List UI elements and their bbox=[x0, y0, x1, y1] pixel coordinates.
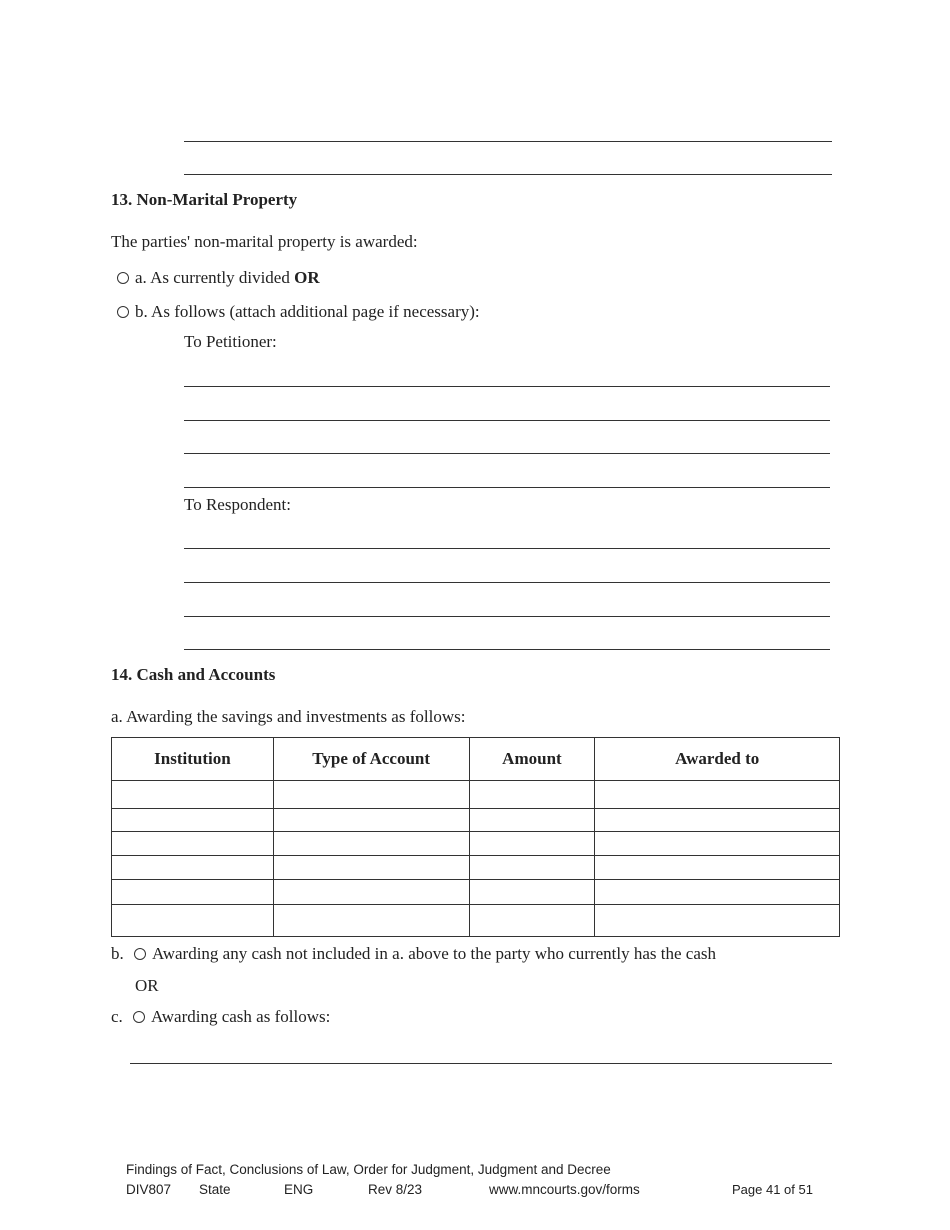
table-cell[interactable] bbox=[273, 809, 469, 832]
option-a-or: OR bbox=[294, 268, 320, 287]
header-type-of-account: Type of Account bbox=[273, 738, 469, 781]
header-institution: Institution bbox=[112, 738, 274, 781]
part-b-label: b. bbox=[111, 944, 124, 963]
to-respondent-label: To Respondent: bbox=[184, 495, 291, 514]
table-cell[interactable] bbox=[595, 781, 840, 809]
footer-language: ENG bbox=[284, 1182, 314, 1197]
table-cell[interactable] bbox=[595, 905, 840, 937]
footer-revision: Rev 8/23 bbox=[368, 1182, 423, 1197]
table-cell[interactable] bbox=[273, 880, 469, 905]
footer-page-number: Page 41 of 51 bbox=[732, 1182, 813, 1197]
option-b-radio[interactable] bbox=[117, 306, 129, 318]
to-petitioner-label: To Petitioner: bbox=[184, 332, 277, 351]
table-cell[interactable] bbox=[112, 880, 274, 905]
section-14-part-a: a. Awarding the savings and investments as follows: bbox=[111, 707, 466, 726]
table-cell[interactable] bbox=[273, 905, 469, 937]
header-amount: Amount bbox=[469, 738, 595, 781]
table-cell[interactable] bbox=[112, 832, 274, 856]
table-cell[interactable] bbox=[112, 905, 274, 937]
table-cell[interactable] bbox=[595, 809, 840, 832]
table-cell[interactable] bbox=[469, 856, 595, 880]
table-cell[interactable] bbox=[595, 856, 840, 880]
table-cell[interactable] bbox=[595, 832, 840, 856]
table-row bbox=[112, 905, 840, 937]
option-b-row bbox=[117, 302, 480, 322]
footer-form-code: DIV807 bbox=[126, 1182, 172, 1197]
table-cell[interactable] bbox=[469, 809, 595, 832]
table-row bbox=[112, 856, 840, 880]
accounts-table bbox=[111, 737, 840, 937]
table-row bbox=[112, 809, 840, 832]
part-c-label: c. bbox=[111, 1007, 123, 1026]
table-cell[interactable] bbox=[469, 781, 595, 809]
petitioner-line[interactable] bbox=[184, 487, 830, 488]
option-a-row bbox=[117, 268, 320, 288]
table-cell[interactable] bbox=[273, 832, 469, 856]
respondent-line[interactable] bbox=[184, 649, 830, 650]
table-cell[interactable] bbox=[112, 809, 274, 832]
table-cell[interactable] bbox=[112, 856, 274, 880]
respondent-line[interactable] bbox=[184, 582, 830, 583]
table-row bbox=[112, 880, 840, 905]
option-a-radio[interactable] bbox=[117, 272, 129, 284]
or-text: OR bbox=[135, 976, 159, 995]
table-header-row bbox=[112, 738, 840, 781]
table-cell[interactable] bbox=[112, 781, 274, 809]
respondent-line[interactable] bbox=[184, 548, 830, 549]
fill-line[interactable] bbox=[184, 141, 832, 142]
footer-title: Findings of Fact, Conclusions of Law, Order for Judgment, Judgment and Decree bbox=[126, 1162, 611, 1177]
fill-line[interactable] bbox=[184, 174, 832, 175]
petitioner-line[interactable] bbox=[184, 386, 830, 387]
part-b-text: Awarding any cash not included in a. above to the party who currently has the cash bbox=[152, 944, 716, 963]
table-row bbox=[112, 832, 840, 856]
table-cell[interactable] bbox=[273, 856, 469, 880]
section-13-intro: The parties' non-marital property is awarded: bbox=[111, 232, 418, 251]
part-c-row bbox=[111, 1007, 330, 1027]
table-cell[interactable] bbox=[469, 905, 595, 937]
part-b-row bbox=[111, 944, 716, 964]
table-cell[interactable] bbox=[469, 832, 595, 856]
part-b-radio[interactable] bbox=[134, 948, 146, 960]
section-13-title: 13. Non-Marital Property bbox=[111, 190, 298, 209]
respondent-line[interactable] bbox=[184, 616, 830, 617]
petitioner-line[interactable] bbox=[184, 420, 830, 421]
footer-url[interactable]: www.mncourts.gov/forms bbox=[489, 1182, 640, 1197]
table-cell[interactable] bbox=[273, 781, 469, 809]
part-c-radio[interactable] bbox=[133, 1011, 145, 1023]
petitioner-line[interactable] bbox=[184, 453, 830, 454]
cash-line[interactable] bbox=[130, 1063, 832, 1064]
table-cell[interactable] bbox=[469, 880, 595, 905]
footer-jurisdiction: State bbox=[199, 1182, 231, 1197]
table-row bbox=[112, 781, 840, 809]
part-c-text: Awarding cash as follows: bbox=[151, 1007, 331, 1026]
option-b-label: b. As follows (attach additional page if necessary): bbox=[135, 302, 480, 321]
table-cell[interactable] bbox=[595, 880, 840, 905]
header-awarded-to: Awarded to bbox=[595, 738, 840, 781]
option-a-label: a. As currently divided bbox=[135, 268, 290, 287]
section-14-title: 14. Cash and Accounts bbox=[111, 665, 276, 684]
